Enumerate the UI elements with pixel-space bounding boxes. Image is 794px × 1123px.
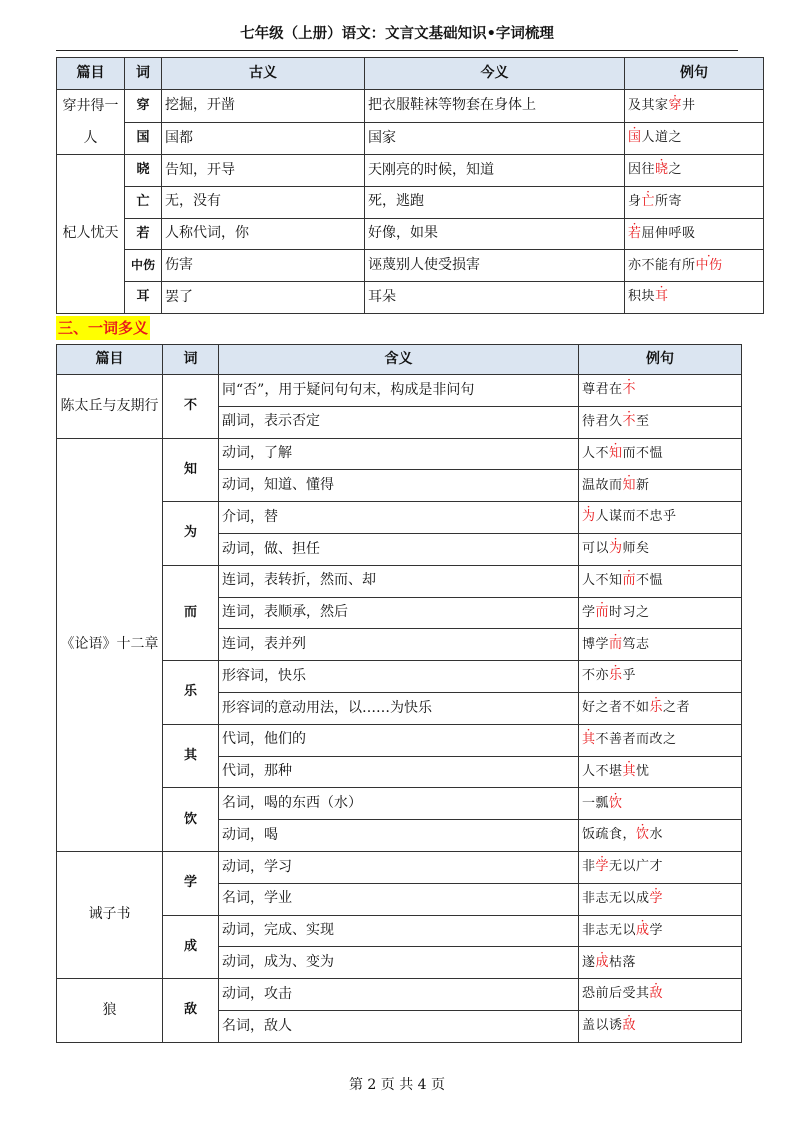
section-heading: 三、一词多义 xyxy=(56,316,150,340)
example-sentence xyxy=(579,661,742,693)
highlighted-character: 亡 xyxy=(641,194,656,210)
polysemy-table xyxy=(56,344,742,1043)
sentence-text: 之者 xyxy=(663,700,691,716)
sentence-text: 非志无以成 xyxy=(582,891,650,907)
sentence-text: 饭疏食， xyxy=(582,827,637,843)
example-sentence xyxy=(579,1010,742,1042)
col-header: 篇目 xyxy=(57,58,125,90)
sentence-text: 学 xyxy=(649,922,664,938)
meaning: 同“否”，用于疑问句句末，构成是非问句 xyxy=(219,375,579,407)
sentence-text: 博学 xyxy=(582,636,610,652)
modern-meaning: 把衣服鞋袜等物套在身体上 xyxy=(365,90,625,123)
sentence-text: 新 xyxy=(636,477,650,493)
ancient-meaning: 挖掘，开凿 xyxy=(162,90,365,123)
word: 而 xyxy=(163,565,219,660)
sentence-text: 笃志 xyxy=(622,636,650,652)
example-sentence xyxy=(625,122,764,155)
sentence-text: 尊君在 xyxy=(582,382,623,398)
article-title: 狼 xyxy=(57,979,163,1043)
meaning: 介词，替 xyxy=(219,502,579,534)
example-sentence xyxy=(625,90,764,123)
example-sentence xyxy=(625,282,764,314)
sentence-text: 人不堪 xyxy=(582,763,623,779)
col-header: 例句 xyxy=(625,58,764,90)
meaning: 连词，表并列 xyxy=(219,629,579,661)
article-title: 穿井得一人 xyxy=(57,90,125,155)
sentence-text: 温故而 xyxy=(582,477,623,493)
table-row xyxy=(57,186,764,218)
highlighted-character: 敌 xyxy=(622,1018,637,1034)
sentence-text: 一瓢 xyxy=(582,795,610,811)
example-sentence xyxy=(579,375,742,407)
col-header: 词 xyxy=(125,58,162,90)
meaning: 形容词的意动用法，以……为快乐 xyxy=(219,692,579,724)
sentence-text: 乎 xyxy=(622,668,637,684)
sentence-text: 人不知 xyxy=(582,573,623,589)
meaning: 连词，表顺承，然后 xyxy=(219,597,579,629)
sentence-text: 井 xyxy=(682,97,696,113)
sentence-text: 积块 xyxy=(628,289,656,305)
sentence-text: 恐前后受其 xyxy=(582,986,650,1002)
highlighted-character: 为 xyxy=(582,509,596,525)
highlighted-character: 学 xyxy=(649,891,664,907)
ancient-meaning: 告知，开导 xyxy=(162,155,365,187)
example-sentence xyxy=(625,155,764,187)
sentence-text: 人道之 xyxy=(641,130,683,146)
example-sentence xyxy=(579,692,742,724)
table-row xyxy=(57,282,764,314)
ancient-meaning: 国都 xyxy=(162,122,365,155)
example-sentence xyxy=(579,724,742,756)
table-row xyxy=(57,438,742,470)
sentence-text: 至 xyxy=(636,414,650,430)
sentence-text: 盖以诱 xyxy=(582,1018,623,1034)
word: 不 xyxy=(163,375,219,439)
highlighted-character: 知 xyxy=(609,445,623,461)
sentence-text: 待君久 xyxy=(582,414,623,430)
col-header: 例句 xyxy=(579,345,742,375)
example-sentence xyxy=(579,438,742,470)
table-row xyxy=(57,375,742,407)
sentence-text: 遂 xyxy=(582,954,596,970)
highlighted-character: 知 xyxy=(622,477,637,493)
example-sentence xyxy=(625,250,764,282)
table-header-row xyxy=(57,58,764,90)
highlighted-character: 成 xyxy=(595,954,610,970)
meaning: 动词，攻击 xyxy=(219,979,579,1011)
word: 晓 xyxy=(125,155,162,187)
sentence-text: 非 xyxy=(582,859,596,875)
sentence-text: 非志无以 xyxy=(582,922,637,938)
example-sentence xyxy=(579,756,742,788)
table-row xyxy=(57,90,764,123)
table-row xyxy=(57,122,764,155)
meaning: 动词，完成、实现 xyxy=(219,915,579,947)
sentence-text: 枯落 xyxy=(609,954,637,970)
example-sentence xyxy=(579,470,742,502)
highlighted-character: 敌 xyxy=(649,986,664,1002)
article-title: 诫子书 xyxy=(57,851,163,978)
word-meaning-table xyxy=(56,57,764,314)
word: 乐 xyxy=(163,661,219,725)
meaning: 连词，表转折，然而、却 xyxy=(219,565,579,597)
meaning: 代词，他们的 xyxy=(219,724,579,756)
modern-meaning: 耳朵 xyxy=(365,282,625,314)
sentence-text: 不亦 xyxy=(582,668,610,684)
example-sentence xyxy=(579,851,742,883)
sentence-text: 水 xyxy=(649,827,664,843)
example-sentence xyxy=(625,218,764,250)
word: 中伤 xyxy=(125,250,162,282)
word: 若 xyxy=(125,218,162,250)
meaning: 副词，表示否定 xyxy=(219,406,579,438)
meaning: 形容词，快乐 xyxy=(219,661,579,693)
sentence-text: 及其家 xyxy=(628,97,669,113)
sentence-text: 好之者不如 xyxy=(582,700,650,716)
highlighted-character: 乐 xyxy=(649,700,664,716)
highlighted-character: 其 xyxy=(622,763,637,779)
meaning: 名词，学业 xyxy=(219,883,579,915)
example-sentence xyxy=(579,502,742,534)
article-title: 《论语》十二章 xyxy=(57,438,163,851)
word: 穿 xyxy=(125,90,162,123)
highlighted-character: 国 xyxy=(628,130,642,146)
ancient-meaning: 罢了 xyxy=(162,282,365,314)
col-header: 今义 xyxy=(365,58,625,90)
highlighted-character: 不 xyxy=(622,414,637,430)
highlighted-character: 成 xyxy=(636,922,650,938)
word: 成 xyxy=(163,915,219,979)
meaning: 动词，了解 xyxy=(219,438,579,470)
highlighted-character: 若 xyxy=(628,225,642,241)
meaning: 动词，学习 xyxy=(219,851,579,883)
modern-meaning: 天刚亮的时候，知道 xyxy=(365,155,625,187)
highlighted-character: 乐 xyxy=(609,668,623,684)
example-sentence xyxy=(579,915,742,947)
word: 学 xyxy=(163,851,219,915)
word: 国 xyxy=(125,122,162,155)
example-sentence xyxy=(579,597,742,629)
ancient-meaning: 无，没有 xyxy=(162,186,365,218)
page-header: 七年级（上册）语文：文言文基础知识•字词梳理 xyxy=(240,26,554,42)
highlighted-character: 而 xyxy=(622,573,637,589)
sentence-text: 身 xyxy=(628,194,642,210)
sentence-text: 而不愠 xyxy=(622,445,664,461)
example-sentence xyxy=(625,186,764,218)
modern-meaning: 死，逃跑 xyxy=(365,186,625,218)
highlighted-character: 耳 xyxy=(655,289,669,305)
example-sentence xyxy=(579,629,742,661)
sentence-text: 屈伸呼吸 xyxy=(641,225,696,241)
ancient-meaning: 伤害 xyxy=(162,250,365,282)
col-header: 古义 xyxy=(162,58,365,90)
modern-meaning: 国家 xyxy=(365,122,625,155)
modern-meaning: 好像，如果 xyxy=(365,218,625,250)
example-sentence xyxy=(579,406,742,438)
highlighted-character: 而 xyxy=(609,636,623,652)
meaning: 动词，成为、变为 xyxy=(219,947,579,979)
example-sentence xyxy=(579,820,742,852)
col-header: 篇目 xyxy=(57,345,163,375)
highlighted-character: 中伤 xyxy=(695,257,723,273)
highlighted-character: 晓 xyxy=(655,162,669,178)
meaning: 动词，喝 xyxy=(219,820,579,852)
header-divider xyxy=(56,50,738,51)
meaning: 名词，敌人 xyxy=(219,1010,579,1042)
sentence-text: 人不 xyxy=(582,445,610,461)
example-sentence xyxy=(579,533,742,565)
highlighted-character: 其 xyxy=(582,732,596,748)
article-title: 杞人忧天 xyxy=(57,155,125,314)
highlighted-character: 不 xyxy=(622,382,637,398)
sentence-text: 无以广才 xyxy=(609,859,664,875)
example-sentence xyxy=(579,788,742,820)
col-header: 词 xyxy=(163,345,219,375)
sentence-text: 师矣 xyxy=(622,541,650,557)
sentence-text: 所寄 xyxy=(655,194,683,210)
word: 知 xyxy=(163,438,219,502)
sentence-text: 之 xyxy=(668,162,683,178)
word: 其 xyxy=(163,724,219,788)
table-row xyxy=(57,979,742,1011)
highlighted-character: 穿 xyxy=(668,97,683,113)
modern-meaning: 诬蔑别人使受损害 xyxy=(365,250,625,282)
sentence-text: 学 xyxy=(582,604,596,620)
sentence-text: 不愠 xyxy=(636,573,664,589)
highlighted-character: 饮 xyxy=(636,827,650,843)
sentence-text: 亦不能有所 xyxy=(628,257,696,273)
meaning: 代词，那种 xyxy=(219,756,579,788)
col-header: 含义 xyxy=(219,345,579,375)
page-footer: 第 2 页 共 4 页 xyxy=(348,1077,446,1093)
table-row xyxy=(57,218,764,250)
sentence-text: 忧 xyxy=(636,763,650,779)
word: 亡 xyxy=(125,186,162,218)
meaning: 动词，做、担任 xyxy=(219,533,579,565)
highlighted-character: 为 xyxy=(609,541,623,557)
example-sentence xyxy=(579,947,742,979)
meaning: 动词，知道、懂得 xyxy=(219,470,579,502)
example-sentence xyxy=(579,979,742,1011)
example-sentence xyxy=(579,883,742,915)
sentence-text: 可以 xyxy=(582,541,610,557)
word: 敌 xyxy=(163,979,219,1043)
ancient-meaning: 人称代词，你 xyxy=(162,218,365,250)
article-title: 陈太丘与友期行 xyxy=(57,375,163,439)
highlighted-character: 饮 xyxy=(609,795,623,811)
highlighted-character: 学 xyxy=(595,859,610,875)
table-row xyxy=(57,155,764,187)
sentence-text: 人谋而不忠乎 xyxy=(595,509,677,525)
table-row xyxy=(57,851,742,883)
table-header-row xyxy=(57,345,742,375)
table-row xyxy=(57,250,764,282)
word: 饮 xyxy=(163,788,219,852)
word: 耳 xyxy=(125,282,162,314)
meaning: 名词，喝的东西（水） xyxy=(219,788,579,820)
highlighted-character: 而 xyxy=(595,604,610,620)
example-sentence xyxy=(579,565,742,597)
sentence-text: 不善者而改之 xyxy=(595,732,677,748)
word: 为 xyxy=(163,502,219,566)
sentence-text: 因往 xyxy=(628,162,656,178)
sentence-text: 时习之 xyxy=(609,604,650,620)
